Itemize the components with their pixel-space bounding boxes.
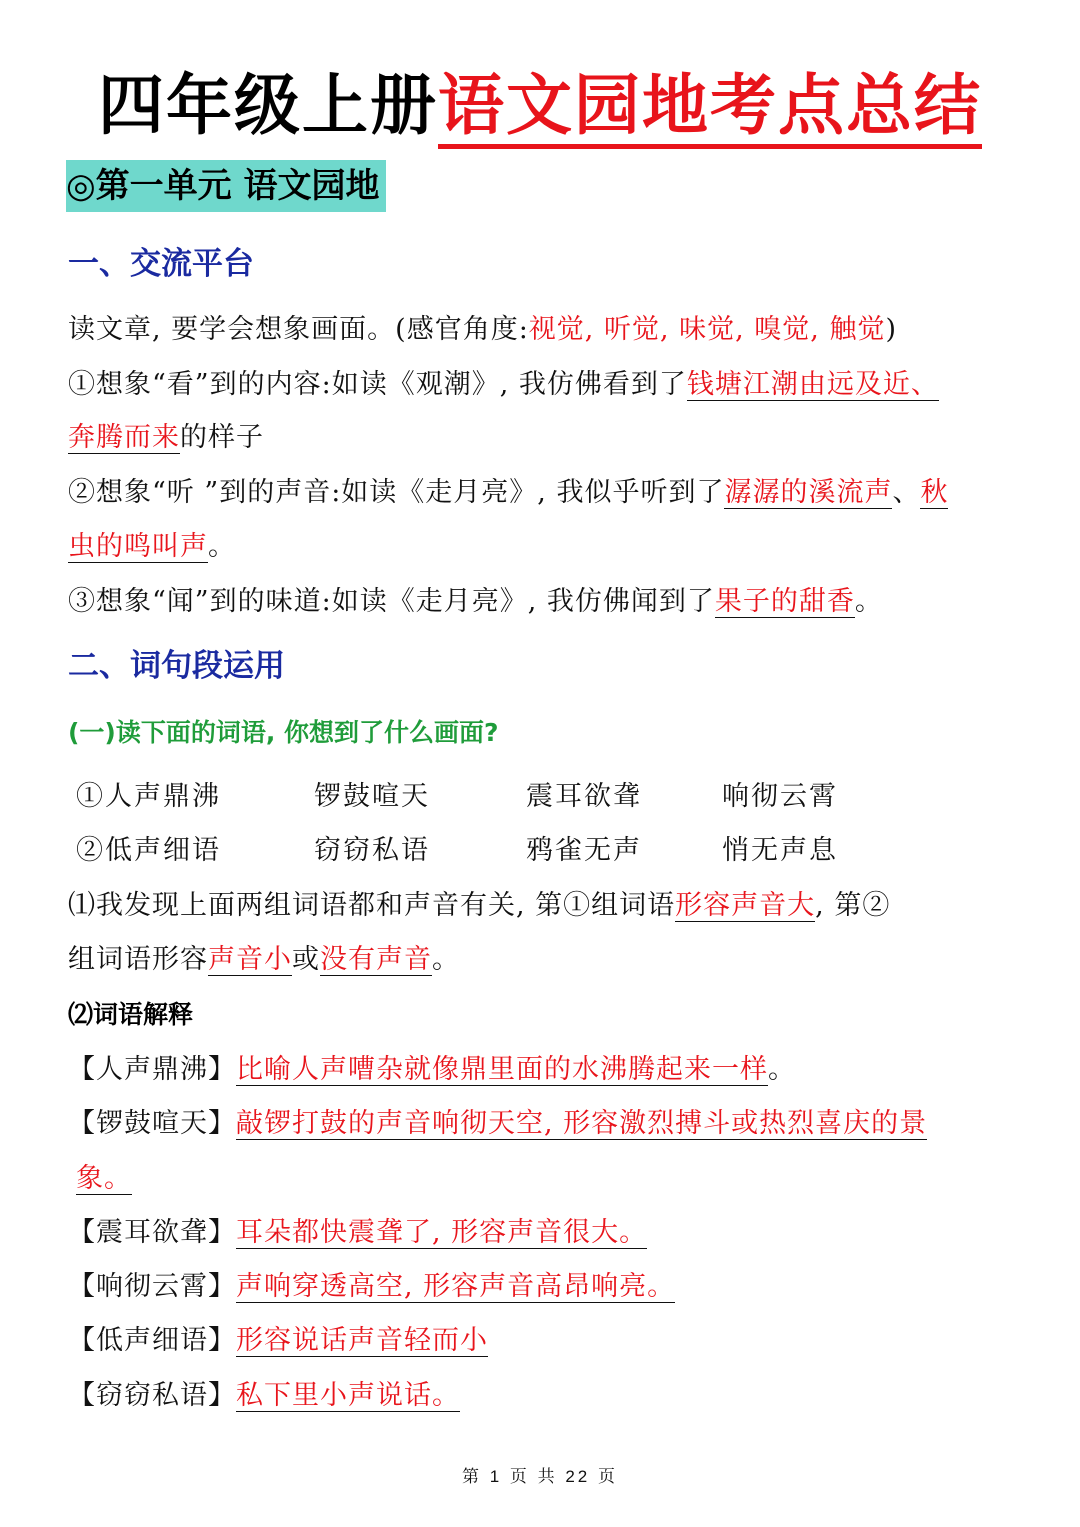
definition-term: 【响彻云霄】 (68, 1271, 236, 1302)
item3-line (68, 582, 1018, 622)
definition-row (68, 1050, 1018, 1090)
title-black: 四年级上册 (98, 67, 438, 144)
item1-answer-a: 钱塘江潮由远及近、 (686, 369, 939, 400)
definition-text: 耳朵都快震聋了, 形容声音很大。 (236, 1217, 648, 1248)
item3-prefix: ③想象“闻”到的味道:如读《走月亮》, 我仿佛闻到了 (68, 586, 715, 617)
item1-answer-b: 奔腾而来 (68, 422, 180, 453)
definition-text: 私下里小声说话。 (236, 1380, 460, 1411)
definition-term: 【人声鼎沸】 (68, 1054, 236, 1085)
page-footer: 第 1 页 共 22 页 (462, 1467, 618, 1486)
word-item: 悄无声息 (722, 835, 838, 866)
subheading-words: (一)读下面的词语, 你想到了什么画面? (68, 718, 499, 747)
q1-end: 。 (432, 944, 460, 975)
unit-banner: ◎第一单元 语文园地 (66, 160, 386, 212)
item2-suffix: 。 (208, 531, 236, 562)
intro-senses: 视觉, 听觉, 味觉, 嗅觉, 触觉 (528, 314, 886, 345)
item3-suffix: 。 (854, 586, 883, 617)
q1-line2 (68, 940, 1018, 980)
section-heading-usage: 二、词句段运用 (68, 648, 285, 684)
definition-row (68, 1267, 1018, 1307)
word-item: 震耳欲聋 (526, 781, 642, 812)
definition-text-cont: 象。 (76, 1163, 132, 1194)
item2-line2 (68, 527, 1018, 567)
word-item: 窃窃私语 (314, 835, 430, 866)
q1-answer-3: 没有声音 (320, 944, 432, 975)
word-item: 锣鼓喧天 (314, 781, 430, 812)
item1-line (68, 365, 1018, 405)
definition-term: 【低声细语】 (68, 1325, 236, 1356)
definition-text: 敲锣打鼓的声音响彻天空, 形容激烈搏斗或热烈喜庆的景 (236, 1108, 928, 1139)
item2-answer-a: 潺潺的溪流声 (724, 477, 893, 508)
intro-prefix: 读文章, 要学会想象画面。(感官角度: (68, 314, 529, 345)
definition-row (68, 1321, 1018, 1361)
definition-term: 【窃窃私语】 (68, 1380, 236, 1411)
q1-answer-1: 形容声音大 (675, 890, 816, 921)
definition-term: 【震耳欲聋】 (68, 1217, 236, 1248)
intro-suffix: ) (885, 314, 898, 345)
definition-text: 声响穿透高空, 形容声音高昂响亮。 (236, 1271, 676, 1302)
definition-row (68, 1213, 1018, 1253)
item1-suffix: 的样子 (180, 422, 264, 453)
item2-answer-b: 秋 (920, 477, 949, 508)
title-red: 语文园地考点总结 (438, 67, 982, 149)
q1-or: 或 (292, 944, 320, 975)
page-title (0, 66, 1080, 146)
intro-line (68, 310, 1018, 350)
definition-text: 比喻人声嘈杂就像鼎里面的水沸腾起来一样 (236, 1054, 768, 1085)
word-item: 鸦雀无声 (526, 835, 642, 866)
item2-sep: 、 (892, 477, 921, 508)
item2-prefix: ②想象“听 ”到的声音:如读《走月亮》, 我似乎听到了 (68, 477, 725, 508)
definition-row-cont (76, 1159, 1026, 1199)
definition-row (68, 1104, 1018, 1144)
q1-line2-prefix: 组词语形容 (68, 944, 208, 975)
section-heading-exchange: 一、交流平台 (68, 246, 254, 282)
word-item: ①人声鼎沸 (76, 781, 221, 812)
q1-mid: , 第② (815, 890, 891, 921)
word-item: 响彻云霄 (722, 781, 838, 812)
item3-answer: 果子的甜香 (714, 586, 855, 617)
q1-prefix: ⑴我发现上面两组词语都和声音有关, 第①组词语 (68, 890, 676, 921)
subheading-definitions: ⑵词语解释 (68, 1000, 194, 1029)
definition-term: 【锣鼓喧天】 (68, 1108, 236, 1139)
item2-answer-c: 虫的鸣叫声 (68, 531, 208, 562)
item2-line (68, 473, 1018, 513)
definition-row (68, 1376, 1018, 1416)
definition-text: 形容说话声音轻而小 (236, 1325, 488, 1356)
item1-prefix: ①想象“看”到的内容:如读《观潮》, 我仿佛看到了 (68, 369, 687, 400)
item1-line2 (68, 418, 1018, 458)
word-item: ②低声细语 (76, 835, 221, 866)
q1-line (68, 886, 1018, 926)
definition-tail: 。 (768, 1054, 796, 1085)
q1-answer-2: 声音小 (208, 944, 292, 975)
